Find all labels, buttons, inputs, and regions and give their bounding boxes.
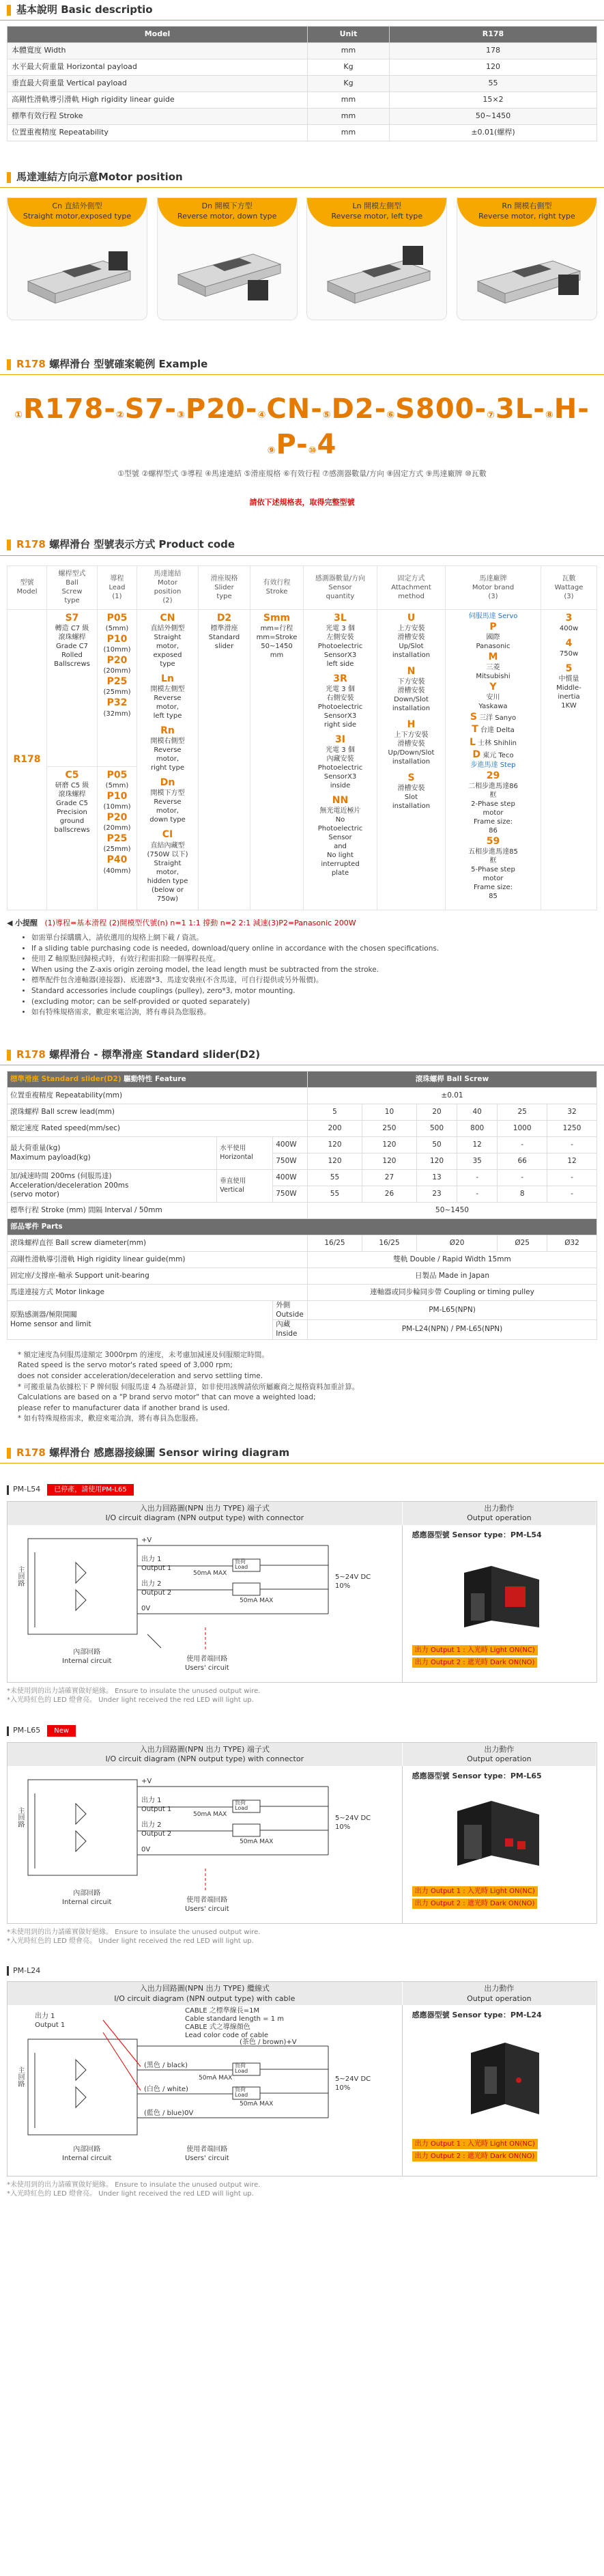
example-section-title: R178 螺桿滑台 型號確案範例 Example [0, 354, 604, 375]
model-code: R178 [13, 754, 41, 765]
title-bar-icon [7, 1448, 11, 1459]
tip-icon: ◀ [7, 918, 13, 927]
tips-block: ◀ 小提醒 (1)導程=基本滑程 (2)開模型代號(n) n=1 1:1 撐動 n=2 2:1 減速(3)P2=Panasonic 200W • 如需單台採購購入，請依選用的規格上網下載 / 資訊。 • If a sliding table purchasing code is needed, download/query online in accordance with the chosen specifications. • 使用 Z 軸原點回歸模式時，有效行程需扣除一個導程長度。 • When using the Z-axis origin zeroing model, the lead length must be subtracted from the stroke. • 標準配件包含連軸器(連接器)、底連器*3、馬達安裝座(不含馬達，可自行提供或另外報價)。 • Standard accessories include couplings (pulley), zero*3, motor mounting. • (excluding motor; can be self-provided or quoted separately) • 如有特殊規格需求，歡迎來電洽詢，將有專員為您服務。 [7, 919, 597, 1018]
motor-dn-illustration-icon [171, 240, 285, 309]
title-bar-icon [7, 359, 11, 370]
title-bar-icon [7, 5, 11, 16]
motor-cards [7, 197, 597, 320]
example-code: ①R178-②S7-③P20-④CN-⑤D2-⑥S800-⑦3L-⑧H-⑨P-⑩4 [14, 393, 590, 460]
table-row: 標準行程 Stroke (mm) 間隔 Interval / 50mm 50~1450 [8, 1203, 597, 1219]
title-bar-icon [7, 540, 11, 550]
circuit-diagram: +V 出力 1 Output 1 出力 2 Output 2 0V 負荷 Load 50mA MAX 50mA MAX 5~24V DC 10% 主回路 內部回路 Internal circuit 使用者端回路 Users' circuit [8, 1525, 403, 1682]
code-table: 型號 Model 螺桿型式 Ball Screw type 導程 Lead (1) 馬達連結 Motor position (2) 滑座規格 Slider type 有效行程 Stroke 感測器數量/方向 Sensor quantity 固定方式 Attachment method 馬達廠牌 Motor brand (3) 瓦數 Wattage (3) R178 S7 轉造 C7 級 滾珠螺桿 Grade C7 Rolled Ballscrews P05 (5mm) P10 (10mm) P20 (20mm) P25 (25mm) P32 (32mm) CN 直結外側型 Straight motor, exposed type Ln 開模左側型 Reverse motor, left type Rn 開模右側型 Reverse motor, right type Dn 開模下方型 Reverse motor, down type CI 直結內藏型 (750W 以下) Straight motor, hidden type (below or 750w) D2 標準滑座 Standard slider Smm mm=行程 mm=Stroke 50~1450 mm 3L 光電 3 個 左側安裝 Photoelectric SensorX3 left side 3R 光電 3 個 右側安裝 Photoelectric SensorX3 right side 3I 光電 3 個 內藏安裝 Photoelectric SensorX3 inside NN 無光電近極片 No Photoelectric Sensor and No light interrupted plate U 上方安裝 滑槽安裝 Up/Slot installation N 下方安裝 滑槽安裝 Down/Slot installation H 上下方安裝 滑槽安裝 Up/Down/Slot installation S 滑槽安裝 Slot installation 伺服馬達 Servo P 國際 Panasonic M 三菱 Mitsubishi Y 安川 Yaskawa S 三洋 Sanyo T 台達 Delta L 士林 Shihlin D 東元 Teco 步進馬達 Step 29 二相步進馬達86 框 2-Phase step motor Frame size: 86 59 五相步進馬達85 框 5-Phase step motor Frame size: 85 3 400w 4 750w 5 中慣量 Middle- inertia 1KW C5 研磨 C5 級 滾珠螺桿 Grade C5 Precision ground ballscrews P05 (5mm) P10 (10mm) P20 (20mm) P25 (25mm) P40 (40mm) [7, 565, 597, 910]
wiring-section-title: R178 螺桿滑台 感應器接線圖 Sensor wiring diagram [0, 1443, 604, 1464]
table-row: 750W 55 26 23 - 8 - [8, 1186, 597, 1203]
motor-rn-illustration-icon [471, 240, 584, 309]
title-bar-icon [7, 172, 11, 183]
basic-section-title: 基本說明 Basic descriptio [0, 0, 604, 20]
output-operation: 感應器型號 Sensor type：PM-L65 出力 Output 1 : 入光時 Light ON(NC) 出力 Output 2 : 遮光時 Dark ON(NO) [403, 1766, 596, 1923]
circuit-diagram: +V 出力 1 Output 1 出力 2 Output 2 0V 負荷 Load 50mA MAX 50mA MAX 5~24V DC 10% 主回路 內部回路 Internal circuit 使用者端回路 Users' circuit [8, 1766, 403, 1923]
wiring-box-pm-l24: 入出力回路圖(NPN 出力 TYPE) 纜線式 I/O circuit diagram (NPN output type) with cable 出力動作 Output operation 出力 1 Output 1 CABLE 之標準線長=1M Cable standard length = 1 m CABLE 式之導線顏色 Lead color code of cable (茶色 / brown)+V (黑色 / black) (白色 / white) (藍色 / blue)0V 負荷 Load 負荷 Load 50mA MAX 50mA MAX 5~24V DC 10% 主回路 內部回路 Internal circuit 使用者端回路 Users' circuit 感應器型號 Sensor type：PM-L24 出力 Output 1 : 入光時 Light ON(NC) 出力 Output 2 : 遮光時 Dark ON(NO) [7, 1981, 597, 2176]
table-row: 最大荷重量(kg) Maximum payload(kg) 水平使用 Horizontal 400W 120 120 50 12 - - [8, 1137, 597, 1153]
table-row: 內藏 Inside PM-L24(NPN) / PM-L65(NPN) [8, 1320, 597, 1339]
table-row: 滾珠螺桿 Ball screw lead(mm) 5 10 20 40 25 32 [8, 1104, 597, 1121]
wiring-tag-pm-l24: PM-L24 [7, 1966, 597, 1976]
circuit-diagram: 出力 1 Output 1 CABLE 之標準線長=1M Cable standard length = 1 m CABLE 式之導線顏色 Lead color code of cable (茶色 / brown)+V (黑色 / black) (白色 / white) (藍色 / blue)0V 負荷 Load 負荷 Load 50mA MAX 50mA MAX 5~24V DC 10% 主回路 內部回路 Internal circuit 使用者端回路 Users' circuit [8, 2005, 403, 2176]
table-row: 馬達連接方式 Motor linkage 連軸器或同步輪同步帶 Coupling or timing pulley [8, 1285, 597, 1301]
basic-header-unit: Unit [308, 27, 390, 43]
sensor-photo-icon [450, 1552, 553, 1634]
code-section-title: R178 螺桿滑台 型號表示方式 Product code [0, 535, 604, 556]
title-bar-icon [7, 1050, 11, 1061]
output-operation: 感應器型號 Sensor type：PM-L24 出力 Output 1 : 入光時 Light ON(NC) 出力 Output 2 : 遮光時 Dark ON(NO) [403, 2005, 596, 2176]
basic-header-r178: R178 [390, 27, 597, 43]
table-row: 加/減速時間 200ms (伺服馬達) Acceleration/deceleration 200ms (servo motor) 垂直使用 Vertical 400W 55 27 13 - - - [8, 1170, 597, 1186]
wiring-foot-3: *未使用到的出力請確實做好絕緣。 Ensure to insulate the unused output wire. *入光時紅色的 LED 燈會亮。 Under light received the red LED will light up. [7, 2181, 261, 2198]
basic-table [7, 26, 597, 141]
table-row: 標準有效行程 Stroke mm 50~1450 [8, 109, 597, 125]
std-section-title: R178 螺桿滑台 - 標準滑座 Standard slider(D2) [0, 1045, 604, 1065]
example-note: 請依下述規格表，取得完整型號 [249, 498, 355, 507]
std-table: 標準滑座 Standard slider(D2) 驅動特性 Feature 滾珠螺桿 Ball Screw 位置重複精度 Repeatability(mm) ±0.01 滾珠螺桿 Ball screw lead(mm) 5 10 20 40 25 32 額定速度 Rated speed(mm/sec) 200 250 500 800 1000 1250 最大荷重量(kg) Maximum payload(kg) 水平使用 Horizontal 400W 120 120 50 12 - - 750W 120 120 120 35 66 12 加/減速時間 200ms (伺服馬達) Acceleration/deceleration 200ms (servo motor) 垂直使用 Vertical 400W 55 27 13 - - - 750W 55 26 23 - 8 - 標準行程 Stroke (mm) 間隔 Interval / 50mm 50~1450 部品零件 Parts 滾珠螺桿直徑 Ball screw diameter(mm) 16/25 16/25 Ø20 Ø25 Ø32 高剛性滑軌導引滑軌 High rigidity linear guide(mm) 雙軌 Double / Rapid Width 15mm 固定座/支撐座-軸承 Support unit-bearing 日製品 Made in Japan 馬達連接方式 Motor linkage 連軸器或同步輪同步帶 Coupling or timing pulley 原點感測器/極限開關 Home sensor and limit 外側 Outside PM-L65(NPN) 內藏 Inside PM-L24(NPN) / PM-L65(NPN) [7, 1071, 597, 1340]
wiring-box-pm-l65: 入出力回路圖(NPN 出力 TYPE) 端子式 I/O circuit diagram (NPN output type) with connector 出力動作 Output operation +V 出力 1 Output 1 出力 2 Output 2 0V 負荷 Load 50mA MAX 50mA MAX 5~24V DC 10% 主回路 內部回路 Internal circuit 使用者端回路 Users' circuit 感應器型號 Sensor type：PM-L65 出力 Output 1 : 入光時 Light ON(NC) 出力 Output 2 : 遮光時 Dark ON(NO) [7, 1742, 597, 1924]
example-block [0, 391, 604, 508]
table-row: 水平最大荷重量 Horizontal payload Kg 120 [8, 59, 597, 76]
table-row: 固定座/支撐座-軸承 Support unit-bearing 日製品 Made in Japan [8, 1268, 597, 1285]
table-row: 位置重複精度 Repeatability(mm) ±0.01 [8, 1088, 597, 1104]
wiring-tag-pm-l65: PM-L65 New [7, 1725, 597, 1737]
output-operation: 感應器型號 Sensor type：PM-L54 出力 Output 1 : 入光時 Light ON(NC) 出力 Output 2 : 遮光時 Dark ON(NO) [403, 1525, 596, 1682]
motor-ln-illustration-icon [321, 240, 434, 309]
motor-cn-illustration-icon [21, 240, 134, 309]
table-row: 750W 120 120 120 35 66 12 [8, 1153, 597, 1170]
std-notes: * 額定速度為伺服馬達額定 3000rpm 的速度，未考慮加減速及伺服額定時間。 Rated speed is the servo motor's rated speed of 3,000 rpm; does not consider acceleration/deceleration and servo settling time. * 可搬重量為依據松下 P 牌伺服 伺服馬達 4 為基礎計算，如非使用該牌請依所屬廠商之規格資料加重計算。 Calculations are based on a "P brand servo motor" that can move a weighted load; please refer to manufacturer data if another brand is used. * 如有特殊規格需求，歡迎來電洽詢，將有專員為您服務。 [18, 1350, 360, 1423]
table-row: 原點感測器/極限開關 Home sensor and limit 外側 Outside PM-L65(NPN) [8, 1301, 597, 1320]
table-row: 滾珠螺桿直徑 Ball screw diameter(mm) 16/25 16/25 Ø20 Ø25 Ø32 [8, 1235, 597, 1252]
motor-section-title: 馬達連結方向示意Motor position [0, 167, 604, 188]
wiring-box-pm-l54: 入出力回路圖(NPN 出力 TYPE) 端子式 I/O circuit diagram (NPN output type) with connector 出力動作 Output operation +V 出力 1 Output 1 出力 2 Output 2 0V 負荷 Load 50mA MAX 50mA MAX 5~24V DC 10% 主回路 內部回路 Internal circuit 使用者端回路 Users' circuit 感應器型號 Sensor type：PM-L54 出力 Output 1 : 入光時 Light ON(NC) 出力 Output 2 : 遮光時 Dark ON(NO) [7, 1501, 597, 1683]
motor-card-rn: Rn 開模右側型 Reverse motor, right type [457, 197, 597, 320]
wiring-foot-1: *未使用到的出力請確實做好絕緣。 Ensure to insulate the unused output wire. *入光時紅色的 LED 燈會亮。 Under light received the red LED will light up. [7, 1688, 261, 1705]
table-row: 本體寬度 Width mm 178 [8, 43, 597, 59]
table-row: 位置重複精度 Repeatability mm ±0.01(螺桿) [8, 125, 597, 141]
motor-card-ln: Ln 開模左側型 Reverse motor, left type [306, 197, 447, 320]
example-legend: ①型號 ②螺桿型式 ③導程 ④馬達連結 ⑤滑座規格 ⑥有效行程 ⑦感測器數量/方向 ⑧固定方式 ⑨馬達廠牌 ⑩瓦數 [117, 469, 487, 478]
sensor-photo-icon [464, 2032, 566, 2121]
table-row: 高剛性滑軌導引滑軌 High rigidity linear guide mm 15×2 [8, 92, 597, 109]
wiring-tag-pm-l54: PM-L54 已停產，請使用PM-L65 [7, 1484, 597, 1496]
table-row: 額定速度 Rated speed(mm/sec) 200 250 500 800 1000 1250 [8, 1121, 597, 1137]
motor-card-cn: Cn 直結外側型 Straight motor,exposed type [7, 197, 147, 320]
basic-header-model: Model [8, 27, 308, 43]
output1-label: 出力 1 Output 1 [35, 2013, 66, 2030]
table-row: 垂直最大荷重量 Vertical payload Kg 55 [8, 76, 597, 92]
motor-card-dn: Dn 開模下方型 Reverse motor, down type [157, 197, 298, 320]
sensor-photo-icon [444, 1791, 560, 1879]
table-row: 高剛性滑軌導引滑軌 High rigidity linear guide(mm) 雙軌 Double / Rapid Width 15mm [8, 1252, 597, 1268]
wiring-foot-2: *未使用到的出力請確實做好絕緣。 Ensure to insulate the unused output wire. *入光時紅色的 LED 燈會亮。 Under light received the red LED will light up. [7, 1929, 261, 1946]
